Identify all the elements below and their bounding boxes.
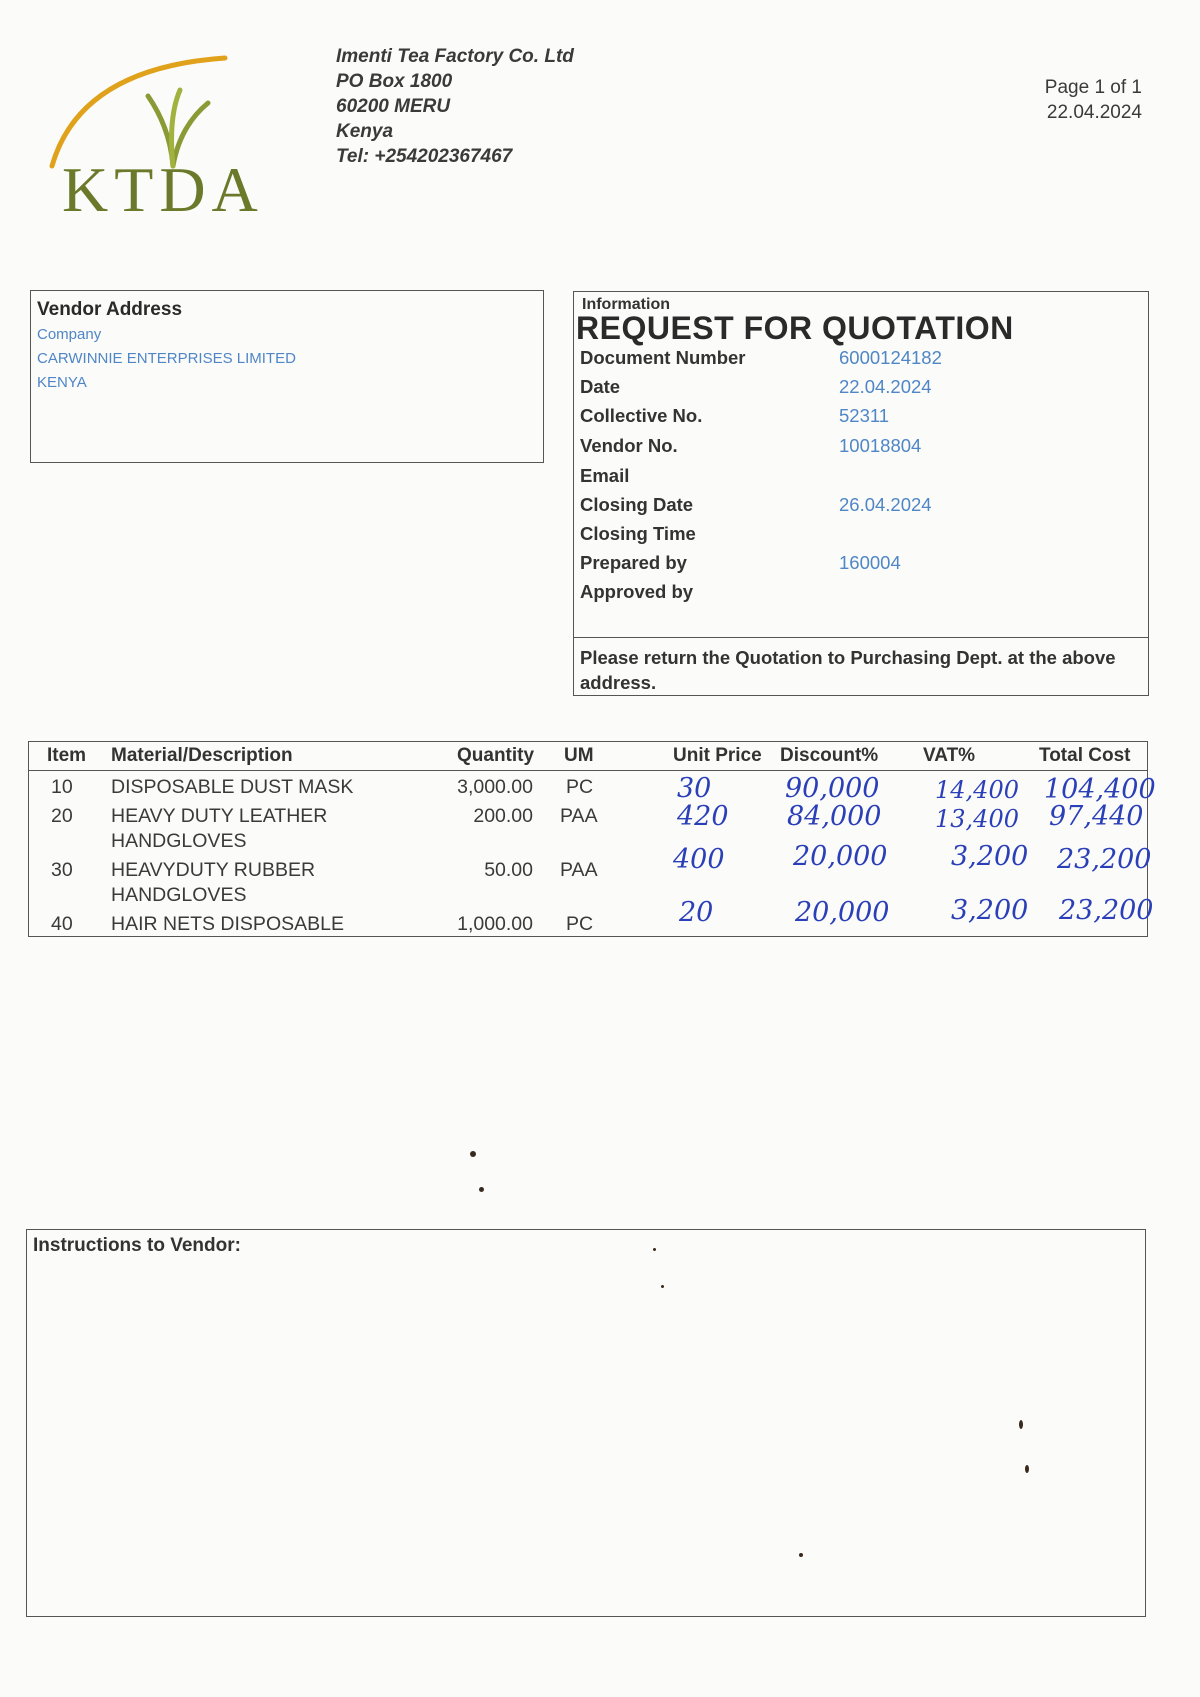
row-um: PAA: [560, 859, 598, 881]
info-divider: [574, 637, 1148, 638]
col-header-total-cost: Total Cost: [1039, 745, 1131, 766]
row-quantity: 200.00: [473, 805, 533, 827]
field-label-approved-by: Approved by: [580, 581, 694, 602]
field-label-prepared-by: Prepared by: [580, 552, 687, 573]
handwritten-vat: 3,200: [951, 841, 1029, 872]
handwritten-discount: 20,000: [793, 841, 888, 872]
row-description: DISPOSABLE DUST MASK: [111, 776, 354, 798]
company-city: 60200 MERU: [336, 96, 451, 117]
row-description-cont: HANDGLOVES: [111, 884, 247, 906]
scan-speck: [661, 1285, 664, 1288]
row-um: PC: [566, 776, 594, 798]
rfq-info-box: [573, 291, 1149, 696]
col-header-vat: VAT%: [923, 745, 976, 766]
row-item-number: 30: [51, 859, 73, 881]
row-um: PC: [566, 913, 594, 935]
company-country: Kenya: [336, 121, 394, 142]
company-pobox: PO Box 1800: [336, 71, 453, 92]
row-description-cont: HANDGLOVES: [111, 830, 247, 852]
vendor-address-box: [30, 290, 544, 463]
handwritten-vat: 13,400: [935, 805, 1019, 833]
field-value-date: 22.04.2024: [839, 376, 932, 397]
handwritten-vat: 3,200: [951, 895, 1029, 926]
col-header-um: UM: [564, 745, 594, 766]
row-quantity: 3,000.00: [457, 776, 533, 798]
row-description: HEAVYDUTY RUBBER: [111, 859, 316, 881]
page-info: [1000, 75, 1142, 125]
field-label-collective-no: Collective No.: [580, 405, 703, 426]
row-item-number: 10: [51, 776, 73, 798]
table-header-divider: [29, 770, 1147, 771]
handwritten-unit-price: 420: [677, 801, 729, 832]
handwritten-total: 97,440: [1049, 801, 1144, 832]
field-label-document-number: Document Number: [580, 347, 746, 368]
field-label-vendor-no: Vendor No.: [580, 435, 678, 456]
logo-text: KTDA: [62, 154, 264, 225]
scan-speck: [479, 1187, 484, 1192]
row-quantity: 1,000.00: [457, 913, 533, 935]
field-label-closing-date: Closing Date: [580, 494, 694, 515]
col-header-quantity: Quantity: [457, 745, 535, 766]
handwritten-discount: 90,000: [785, 773, 880, 804]
company-phone: Tel: +254202367467: [336, 146, 513, 167]
vendor-name: CARWINNIE ENTERPRISES LIMITED: [37, 350, 296, 367]
document-title: REQUEST FOR QUOTATION: [576, 310, 1014, 346]
handwritten-unit-price: 30: [677, 773, 712, 804]
scan-speck: [653, 1248, 656, 1251]
company-name: Imenti Tea Factory Co. Ltd: [336, 46, 574, 67]
col-header-discount: Discount%: [780, 745, 879, 766]
field-value-document-number: 6000124182: [839, 347, 942, 368]
vendor-address-title: Vendor Address: [37, 299, 183, 320]
handwritten-total: 23,200: [1059, 895, 1154, 926]
return-instructions: Please return the Quotation to Purchasing Dept. at the above address.: [580, 647, 1116, 693]
handwritten-unit-price: 20: [679, 897, 714, 928]
row-item-number: 20: [51, 805, 73, 827]
company-address: [336, 44, 574, 169]
row-item-number: 40: [51, 913, 73, 935]
instructions-title: Instructions to Vendor:: [33, 1235, 241, 1256]
field-value-closing-date: 26.04.2024: [839, 494, 932, 515]
field-value-vendor-no: 10018804: [839, 435, 922, 456]
scan-speck: [470, 1151, 476, 1157]
field-label-closing-time: Closing Time: [580, 523, 696, 544]
scan-speck: [1025, 1465, 1029, 1473]
handwritten-discount: 20,000: [795, 897, 890, 928]
col-header-item: Item: [47, 745, 87, 766]
row-um: PAA: [560, 805, 598, 827]
col-header-unit-price: Unit Price: [673, 745, 762, 766]
vendor-country: KENYA: [37, 374, 87, 391]
info-label: Information: [582, 296, 670, 313]
handwritten-vat: 14,400: [935, 776, 1019, 804]
row-description: HAIR NETS DISPOSABLE: [111, 913, 344, 935]
col-header-description: Material/Description: [111, 745, 293, 766]
row-description: HEAVY DUTY LEATHER: [111, 805, 328, 827]
handwritten-total: 23,200: [1057, 844, 1152, 875]
field-value-prepared-by: 160004: [839, 552, 901, 573]
handwritten-discount: 84,000: [787, 801, 882, 832]
field-label-email: Email: [580, 465, 630, 486]
page-number: Page 1 of 1: [1044, 77, 1142, 98]
instructions-box: [26, 1229, 1146, 1617]
field-value-collective-no: 52311: [839, 405, 890, 426]
handwritten-unit-price: 400: [673, 844, 725, 875]
items-table: [28, 741, 1156, 937]
print-date: 22.04.2024: [1046, 102, 1142, 123]
row-quantity: 50.00: [484, 859, 533, 881]
ktda-logo: [40, 48, 320, 228]
scan-speck: [1019, 1420, 1023, 1429]
vendor-label-company: Company: [37, 326, 102, 343]
field-label-date: Date: [580, 376, 621, 397]
handwritten-total: 104,400: [1044, 774, 1156, 805]
scan-speck: [799, 1553, 803, 1557]
